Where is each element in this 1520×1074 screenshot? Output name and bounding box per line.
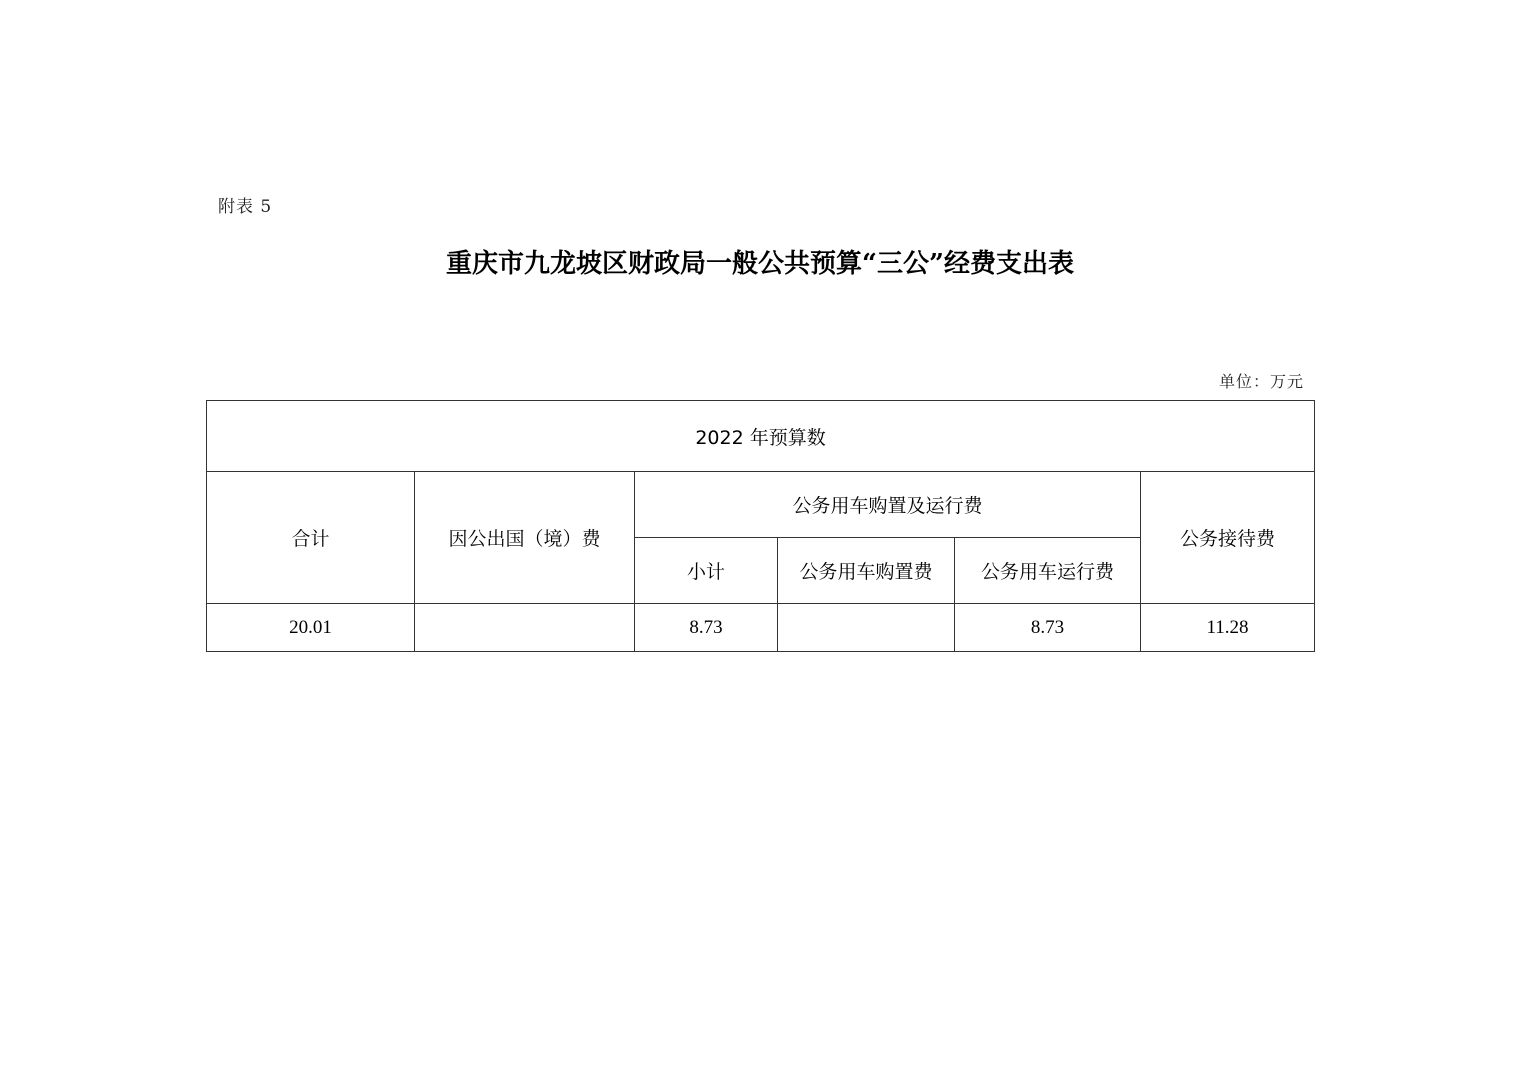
unit-label: 单位：万元 — [1218, 372, 1304, 391]
header-vehicle-operation: 公务用车运行费 — [955, 538, 1141, 604]
cell-vehicle-purchase — [778, 604, 955, 652]
cell-overseas — [415, 604, 635, 652]
cell-vehicle-subtotal: 8.73 — [635, 604, 778, 652]
header-overseas: 因公出国（境）费 — [415, 472, 635, 604]
cell-total: 20.01 — [207, 604, 415, 652]
annex-label: 附表 5 — [218, 197, 273, 217]
header-reception: 公务接待费 — [1141, 472, 1315, 604]
budget-table — [206, 400, 1315, 652]
cell-reception: 11.28 — [1141, 604, 1315, 652]
header-total: 合计 — [207, 472, 415, 604]
table-row-header — [207, 472, 1315, 538]
page-title: 重庆市九龙坡区财政局一般公共预算“三公”经费支出表 — [446, 249, 1074, 279]
cell-vehicle-operation: 8.73 — [955, 604, 1141, 652]
table-row-year — [207, 401, 1315, 472]
header-vehicle-subtotal: 小计 — [635, 538, 778, 604]
year-header-cell: 2022 年预算数 — [207, 401, 1315, 472]
table-row — [207, 604, 1315, 652]
header-vehicle-purchase: 公务用车购置费 — [778, 538, 955, 604]
header-vehicle-group: 公务用车购置及运行费 — [635, 472, 1141, 538]
